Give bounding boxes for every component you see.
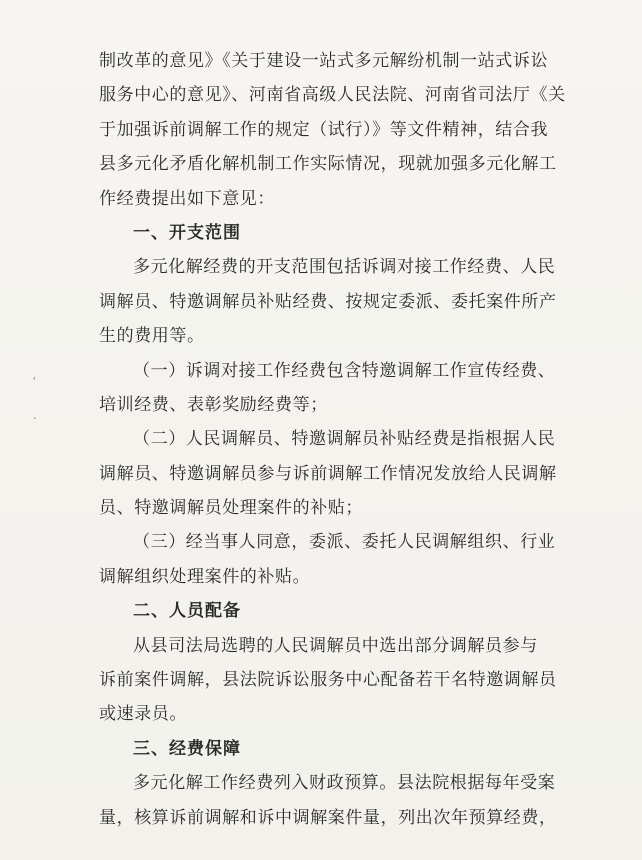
text-line: 培训经费、表彰奖励经费等； bbox=[99, 394, 328, 415]
list-item-2: （二）人民调解员、特邀调解员补贴经费是指根据人民 bbox=[133, 429, 556, 450]
text-line: 作经费提出如下意见： bbox=[99, 188, 275, 209]
section-heading-funding: 三、经费保障 bbox=[133, 738, 241, 759]
section-heading-staffing: 二、人员配备 bbox=[133, 601, 241, 622]
list-item-3: （三）经当事人同意，委派、委托人民调解组织、行业 bbox=[133, 532, 556, 553]
section-heading-scope: 一、开支范围 bbox=[133, 222, 241, 243]
text-line: 调解员、特邀调解员参与诉前调解工作情况发放给人民调解 bbox=[99, 463, 557, 484]
text-line: 服务中心的意见》、河南省高级人民法院、河南省司法厅《关 bbox=[99, 85, 566, 106]
paragraph-first-line: 多元化解工作经费列入财政预算。县法院根据每年受案 bbox=[133, 773, 556, 794]
text-line: 量，核算诉前调解和诉中调解案件量，列出次年预算经费， bbox=[99, 807, 557, 828]
text-line: 诉前案件调解，县法院诉讼服务中心配备若干名特邀调解员 bbox=[99, 670, 557, 691]
text-line: 或速录员。 bbox=[99, 704, 187, 725]
text-line: 调解员、特邀调解员补贴经费、按规定委派、委托案件所产 bbox=[99, 291, 557, 312]
paragraph-first-line: 多元化解经费的开支范围包括诉调对接工作经费、人民 bbox=[133, 257, 556, 278]
text-line: 于加强诉前调解工作的规定（试行）》等文件精神，结合我 bbox=[99, 119, 549, 140]
scan-speck-mark: ʾ bbox=[33, 375, 37, 388]
document-body bbox=[99, 44, 566, 835]
text-line: 制改革的意见》《关于建设一站式多元解纷机制一站式诉讼 bbox=[99, 51, 549, 71]
paragraph-first-line: 从县司法局选聘的人民调解员中选出部分调解员参与 bbox=[133, 635, 538, 656]
text-line: 县多元化矛盾化解机制工作实际情况，现就加强多元化解工 bbox=[99, 154, 557, 175]
list-item-1: （一）诉调对接工作经费包含特邀调解工作宣传经费、 bbox=[133, 360, 556, 381]
scan-speck-mark: · bbox=[33, 412, 37, 425]
text-line: 员、特邀调解员处理案件的补贴； bbox=[99, 498, 363, 519]
text-line: 调解组织处理案件的补贴。 bbox=[99, 566, 311, 587]
text-line: 生的费用等。 bbox=[99, 326, 205, 347]
